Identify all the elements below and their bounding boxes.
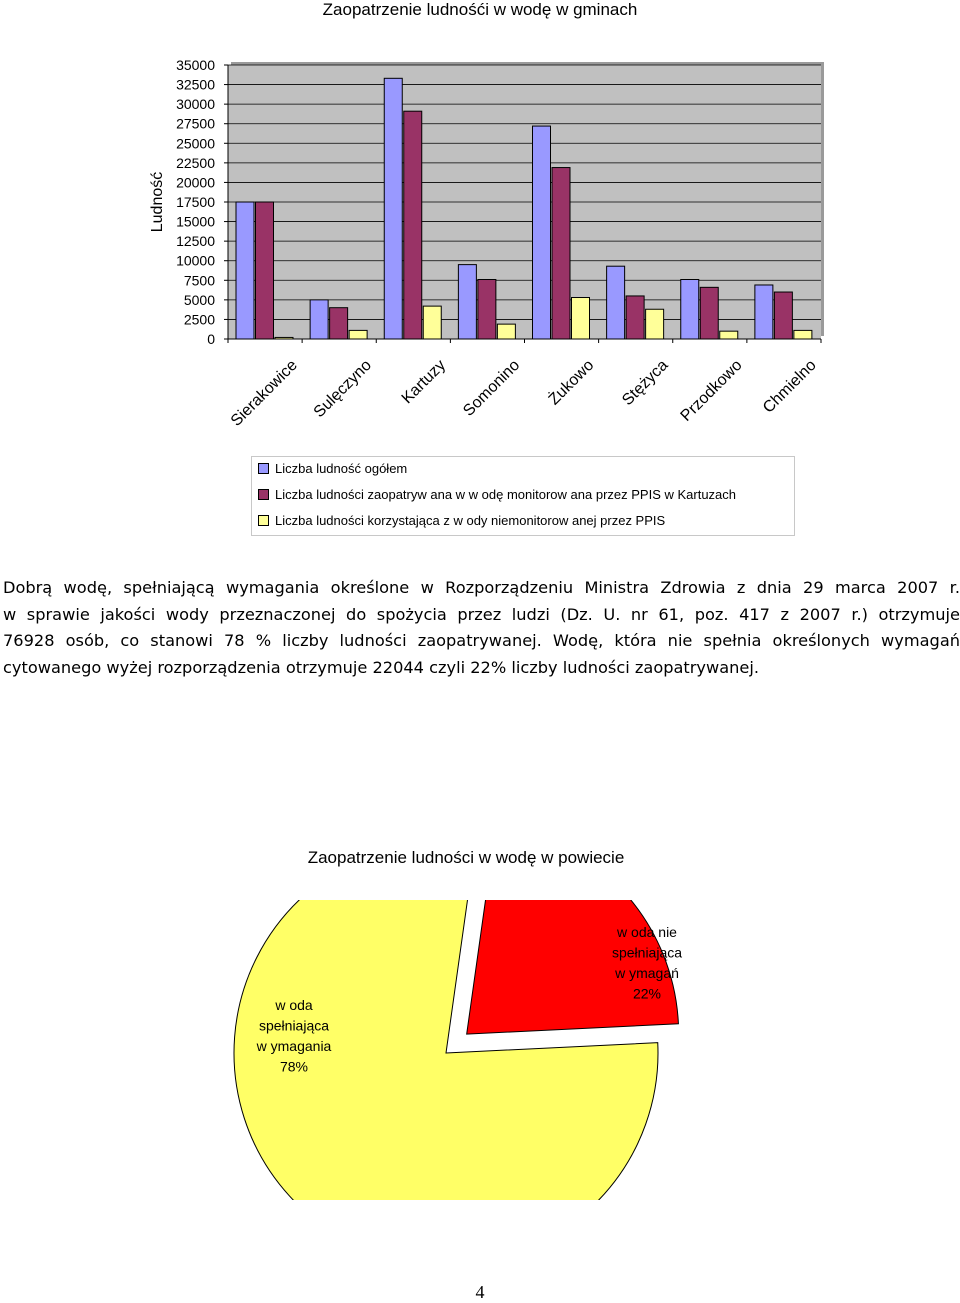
bar — [404, 111, 422, 339]
pie-label-compliant: w ymagania — [256, 1038, 332, 1054]
bar — [423, 306, 441, 339]
y-tick-label: 0 — [207, 331, 215, 347]
y-tick-label: 22500 — [176, 154, 215, 171]
bar — [607, 266, 625, 339]
paragraph-line: Dobrą wodę, spełniającą wymagania określone w Rozporządzeniu Ministra Zdrowia z dnia 29 marca 2007 r. — [3, 578, 960, 597]
bar — [458, 265, 476, 339]
bar — [330, 308, 348, 339]
bar — [349, 330, 367, 339]
bar — [572, 298, 590, 339]
bar — [478, 280, 496, 339]
pie-label-compliant: spełniająca — [258, 1017, 330, 1034]
bar — [552, 168, 570, 339]
x-tick-label: Stężyca — [619, 356, 672, 410]
bar — [497, 324, 515, 339]
body-paragraph — [3, 575, 960, 681]
x-tick-label: Sierakowice — [227, 356, 301, 430]
pie-chart — [0, 900, 960, 1200]
bar — [384, 78, 402, 339]
pie-label-noncompliant: w oda nie — [617, 924, 677, 940]
paragraph-line: w sprawie jakości wody przeznaczonej do spożycia przez ludzi (Dz. U. nr 61, poz. 417 z 2007 r.) otrzymuje — [3, 604, 960, 624]
x-tick-label: Sulęczyno — [310, 356, 375, 422]
y-tick-label: 32500 — [176, 76, 215, 93]
y-tick-label: 27500 — [176, 115, 215, 132]
y-tick-label: 15000 — [176, 213, 215, 230]
y-axis-label: Ludność — [149, 171, 166, 233]
bar — [626, 296, 644, 339]
legend-swatch-unmonitored — [258, 515, 269, 526]
bar — [720, 331, 738, 339]
legend-label-total: Liczba ludność ogółem — [275, 461, 408, 476]
bar — [700, 287, 718, 339]
bar — [646, 309, 664, 339]
legend-label-monitored: Liczba ludności zaopatryw ana w w odę monitorow ana przez PPIS w Kartuzach — [275, 487, 737, 502]
pie-chart-title: Zaopatrzenie ludności w wodę w powiecie — [307, 848, 625, 867]
y-tick-label: 25000 — [176, 135, 215, 152]
bar — [256, 202, 274, 339]
pie-label-noncompliant: w ymagań — [615, 965, 679, 981]
paragraph-line: cytowanego wyżej rozporządzenia otrzymuje 22044 czyli 22% liczby ludności zaopatrywanej. — [3, 657, 760, 677]
bar — [755, 285, 773, 339]
pie-label-compliant: 78% — [279, 1058, 309, 1075]
x-tick-label: Somonino — [460, 356, 524, 420]
x-tick-label: Kartuzy — [398, 356, 450, 408]
bar — [794, 330, 812, 339]
bar — [681, 280, 699, 339]
y-tick-label: 10000 — [176, 252, 215, 269]
y-tick-label: 17500 — [176, 194, 215, 210]
x-tick-label: Przodkowo — [677, 356, 746, 425]
pie-label-compliant: w oda — [275, 997, 313, 1013]
pie-label-noncompliant: spełniająca — [611, 944, 683, 961]
x-tick-label: Chmielno — [759, 356, 820, 417]
bar — [774, 292, 792, 339]
y-tick-label: 7500 — [183, 272, 215, 289]
y-tick-label: 12500 — [176, 233, 215, 250]
bar — [533, 126, 551, 339]
y-tick-label: 5000 — [183, 291, 215, 308]
bar — [310, 300, 328, 339]
bar — [275, 337, 293, 339]
legend-item-unmonitored — [258, 513, 665, 529]
y-tick-label: 2500 — [183, 311, 215, 328]
legend-label-unmonitored: Liczba ludności korzystająca z w ody niemonitorow anej przez PPIS — [275, 513, 666, 528]
bar-chart — [0, 0, 960, 450]
legend-swatch-monitored — [258, 489, 269, 500]
y-tick-label: 20000 — [176, 174, 215, 191]
paragraph-line: 76928 osób, co stanowi 78 % liczby ludności zaopatrywanej. Wodę, która nie spełnia określonych wymagań — [3, 631, 960, 650]
bar-chart-title: Zaopatrzenie ludnośći w wodę w gminach — [322, 0, 638, 19]
y-tick-label: 30000 — [176, 96, 215, 113]
legend-item-total — [258, 461, 407, 477]
y-tick-label: 35000 — [176, 57, 215, 73]
x-tick-label: Żukowo — [545, 356, 598, 409]
page-number: 4 — [475, 1282, 485, 1302]
legend-item-monitored — [258, 487, 736, 503]
legend-swatch-total — [258, 463, 269, 474]
pie-label-noncompliant: 22% — [632, 985, 662, 1002]
bar-chart-legend — [251, 456, 795, 536]
bar — [236, 202, 254, 339]
